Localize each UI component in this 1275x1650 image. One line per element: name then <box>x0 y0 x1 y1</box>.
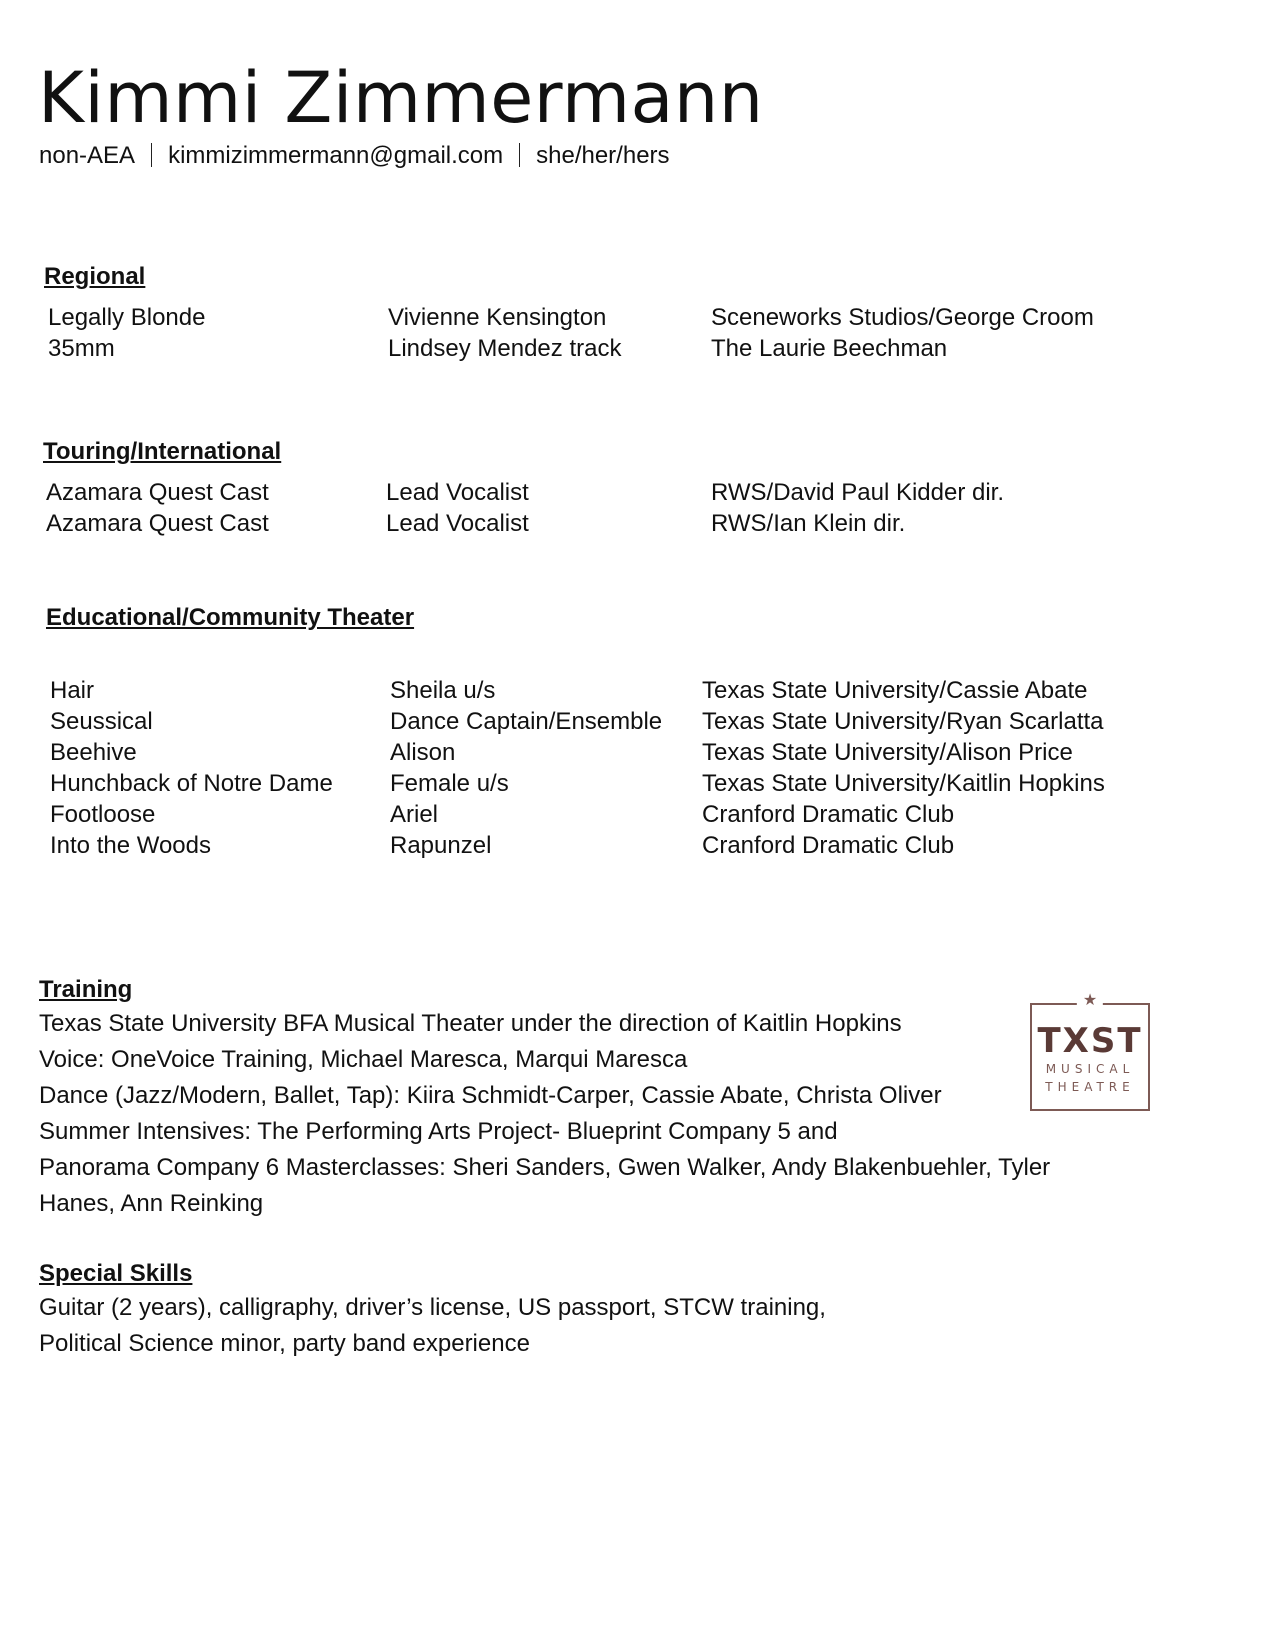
training-line: Panorama Company 6 Masterclasses: Sheri Sanders, Gwen Walker, Andy Blakenbuehler, Tyler <box>39 1154 1051 1181</box>
credit-row <box>50 675 1200 706</box>
credit-role: Lindsey Mendez track <box>388 335 622 362</box>
separator <box>151 143 152 167</box>
credit-company: Texas State University/Cassie Abate <box>702 677 1088 704</box>
credit-role: Lead Vocalist <box>386 479 529 506</box>
contact-line <box>39 140 670 172</box>
credit-show: Hair <box>50 677 95 704</box>
credit-company: Cranford Dramatic Club <box>702 832 955 859</box>
credit-show: Footloose <box>50 801 156 828</box>
credit-company: RWS/David Paul Kidder dir. <box>711 479 1005 506</box>
logo-line-1: MUSICAL <box>1045 1062 1135 1076</box>
credit-company: RWS/Ian Klein dir. <box>711 510 906 537</box>
credit-role: Sheila u/s <box>390 677 496 704</box>
credit-row <box>50 799 1200 830</box>
credit-show: Hunchback of Notre Dame <box>50 770 333 797</box>
credit-show: 35mm <box>48 335 115 362</box>
training-line: Summer Intensives: The Performing Arts Project- Blueprint Company 5 and <box>39 1118 838 1145</box>
pronouns: she/her/hers <box>536 142 670 169</box>
educational-credits <box>50 675 1200 861</box>
training-line: Voice: OneVoice Training, Michael Maresca, Marqui Maresca <box>39 1046 688 1073</box>
credit-row <box>50 830 1200 861</box>
credit-row <box>50 706 1200 737</box>
credit-show: Seussical <box>50 708 153 735</box>
credit-row <box>50 768 1200 799</box>
credit-row <box>46 508 1196 539</box>
credit-row <box>46 477 1196 508</box>
credit-company: The Laurie Beechman <box>711 335 948 362</box>
credit-company: Cranford Dramatic Club <box>702 801 955 828</box>
credit-show: Beehive <box>50 739 137 766</box>
credit-show: Azamara Quest Cast <box>46 479 269 506</box>
credit-show: Azamara Quest Cast <box>46 510 269 537</box>
resume-name: Kimmi Zimmermann <box>38 57 764 139</box>
credit-role: Dance Captain/Ensemble <box>390 708 663 735</box>
skills-text <box>39 1290 826 1362</box>
regional-heading: Regional <box>44 263 146 290</box>
email[interactable]: kimmizimmermann@gmail.com <box>168 142 504 169</box>
training-line: Dance (Jazz/Modern, Ballet, Tap): Kiira Schmidt-Carper, Cassie Abate, Christa Oliver <box>39 1082 942 1109</box>
training-line: Hanes, Ann Reinking <box>39 1190 264 1217</box>
training-line: Texas State University BFA Musical Theater under the direction of Kaitlin Hopkins <box>39 1010 902 1037</box>
training-heading: Training <box>39 976 133 1003</box>
logo-main-text: TXST <box>1037 1021 1143 1061</box>
educational-heading: Educational/Community Theater <box>46 604 415 631</box>
regional-credits <box>48 302 1198 364</box>
credit-role: Vivienne Kensington <box>388 304 607 331</box>
credit-role: Alison <box>390 739 456 766</box>
skills-heading: Special Skills <box>39 1260 193 1287</box>
credit-company: Texas State University/Ryan Scarlatta <box>702 708 1104 735</box>
training-text <box>39 1006 1050 1222</box>
credit-role: Ariel <box>390 801 439 828</box>
credit-show: Legally Blonde <box>48 304 206 331</box>
separator <box>519 143 520 167</box>
credit-company: Sceneworks Studios/George Croom <box>711 304 1094 331</box>
credit-row <box>48 302 1198 333</box>
credit-show: Into the Woods <box>50 832 211 859</box>
skills-line: Political Science minor, party band experience <box>39 1330 530 1357</box>
star-icon: ★ <box>1077 991 1103 1011</box>
credit-row <box>50 737 1200 768</box>
credit-row <box>48 333 1198 364</box>
credit-company: Texas State University/Alison Price <box>702 739 1073 766</box>
txst-musical-theatre-logo <box>1030 992 1150 1111</box>
credit-company: Texas State University/Kaitlin Hopkins <box>702 770 1105 797</box>
touring-credits <box>46 477 1196 539</box>
skills-line: Guitar (2 years), calligraphy, driver’s license, US passport, STCW training, <box>39 1294 826 1321</box>
credit-role: Rapunzel <box>390 832 492 859</box>
touring-heading: Touring/International <box>43 438 282 465</box>
union-status: non-AEA <box>39 142 136 169</box>
logo-line-2: THEATRE <box>1045 1080 1135 1094</box>
credit-role: Lead Vocalist <box>386 510 529 537</box>
credit-role: Female u/s <box>390 770 509 797</box>
